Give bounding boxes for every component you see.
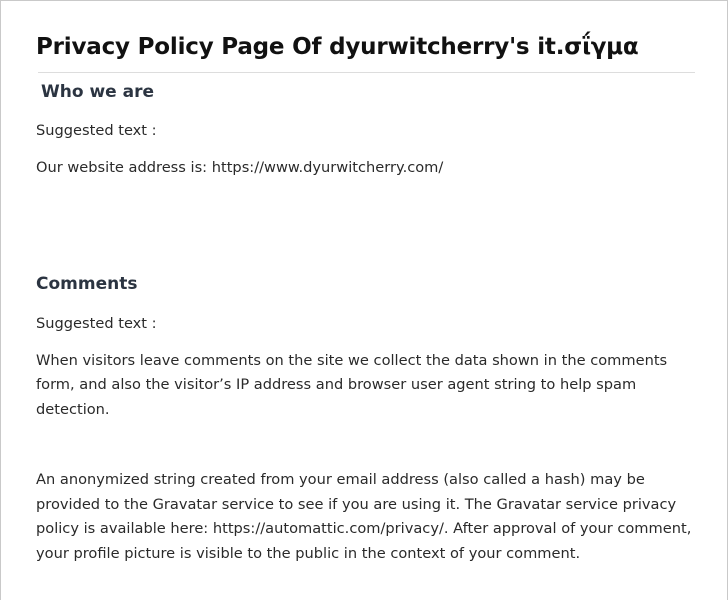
title-divider xyxy=(38,72,695,73)
section-heading-comments: Comments xyxy=(36,274,138,294)
page-title: Privacy Policy Page Of dyurwitcherry's it.σΐγμα xyxy=(36,34,639,60)
gravatar-paragraph: An anonymized string created from your email address (also called a hash) may be provided to the Gravatar service to see if you are using it. The Gravatar service privacy policy is available here: https://automattic.com/privacy/. After approval of your comment, your profile picture is visible to the public in the context of your comment. xyxy=(36,471,692,562)
section-comments xyxy=(36,273,697,566)
comments-data-paragraph: When visitors leave comments on the site we collect the data shown in the comments form, and also the visitor’s IP address and browser user agent string to help spam detection. xyxy=(36,351,668,418)
suggested-text-label: Suggested text : xyxy=(36,122,157,139)
section-heading-who-we-are: Who we are xyxy=(41,82,154,102)
website-address-paragraph: Our website address is: https://www.dyurwitcherry.com/ xyxy=(36,158,444,176)
section-who-we-are xyxy=(36,81,697,180)
suggested-text-label: Suggested text : xyxy=(36,315,157,332)
